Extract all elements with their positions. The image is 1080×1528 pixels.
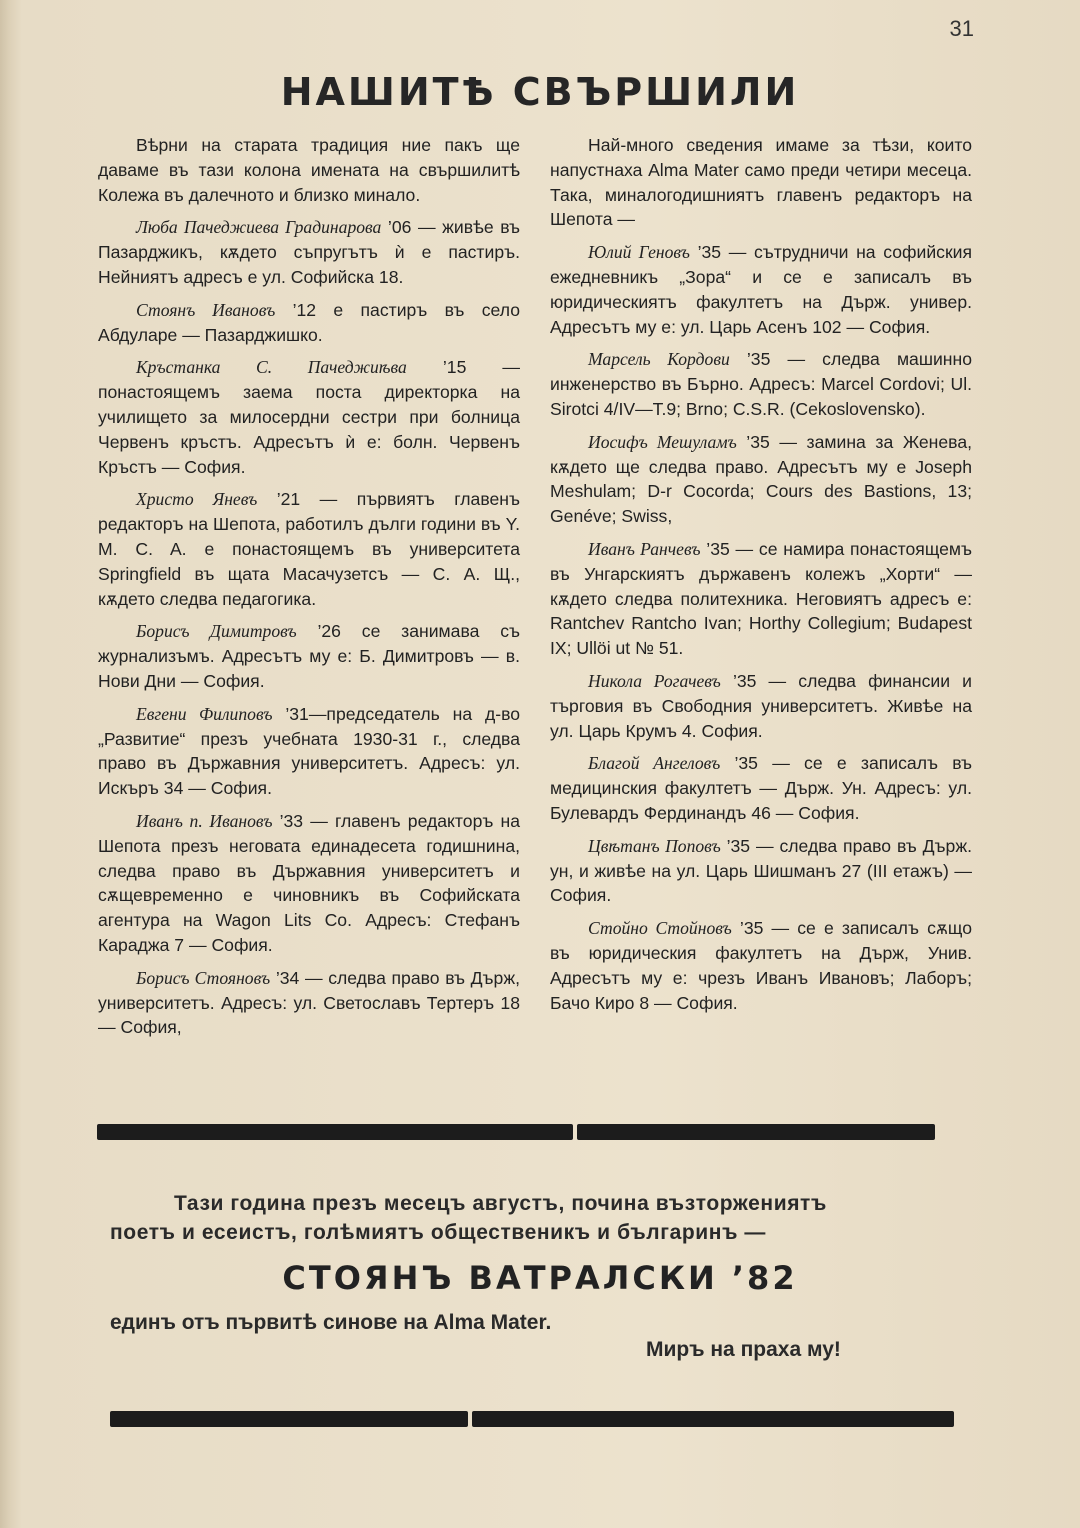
alumni-name: Цвѣтанъ Поповъ [588, 835, 721, 856]
alumni-name: Иосифъ Мешуламъ [588, 431, 737, 452]
alumni-text: ’31—председатель на д-во „Развитие“ презъ учебната 1930-31 г., следва право въ Държавния университетъ. Адресъ: ул. Искъръ 34 — София. [98, 703, 521, 799]
alumni-text: ’26 се занимава съ журнализъмъ. Адресътъ му е: Б. Димитровъ — в. Нови Дни — София. [98, 621, 520, 691]
alumni-entry [550, 430, 972, 529]
alumni-text: ’35 — следва право въ Държ. ун, и живѣе на ул. Царь Шишманъ 27 (III етажъ) — София. [550, 835, 972, 906]
alumni-text: ’21 — първиятъ главенъ редакторъ на Шепота, работилъ дълги години въ Y. M. C. A. е понастоящемъ въ университета Springfield въ щата Масачузетсъ — С. А. Щ., кѫдето следва педагогика. [98, 489, 520, 609]
alumni-text: ’34 — следва право въ Държ, университетъ. Адресъ: ул. Светославъ Тертеръ 18 — София, [98, 967, 520, 1038]
alumni-text: ’35 — сътрудничи на софийския ежедневникъ „Зора“ и се е записалъ въ юридическиятъ факултетъ на Държ. универ. Адресътъ му е: ул. Царь Асенъ 102 — София. [550, 242, 972, 337]
alumni-name: Юлий Геновъ [588, 242, 690, 263]
alumni-text: ’35 — се е записалъ сѫщо въ юридическия факултетъ на Държ, Унив. Адресътъ му е: чрезъ Иванъ Ивановъ; Лаборъ; Бачо Киро 8 — София. [550, 918, 972, 1013]
alumni-name: Иванъ п. Ивановъ [136, 810, 273, 831]
alumni-name: Христо Яневъ [136, 489, 258, 510]
alumni-name: Борисъ Стояновъ [136, 967, 271, 988]
alumni-entry [98, 809, 520, 958]
alumni-entry [550, 916, 972, 1015]
alumni-text: ’35 — замина за Женева, кѫдето ще следва право. Адресътъ му е Joseph Meshulam; D-r Cocorda; Cours des Bastions, 13; Genéve; Swiss, [550, 431, 972, 527]
alumni-name: Стоянъ Ивановъ [136, 299, 276, 320]
alumni-entry [550, 834, 972, 908]
divider-segment [472, 1411, 954, 1427]
left-column [98, 133, 520, 1048]
divider-rule [97, 1124, 935, 1140]
alumni-entry [98, 487, 520, 611]
alumni-entry [550, 240, 972, 339]
alumni-entry [98, 702, 520, 801]
alumni-text: ’15 — понастоящемъ заема поста директорка на училището за милосердни сестри при болница Червенъ кръстъ. Адресътъ ѝ е: болн. Червенъ Кръстъ — София. [98, 357, 520, 477]
alumni-name: Люба Пачеджиева Градинарова [136, 217, 382, 238]
divider-rule [110, 1411, 954, 1427]
alumni-text: ’35 — се е записалъ въ медицинския факултетъ — Държ. Ун. Адресъ: ул. Булевардъ Фердинандъ 46 — София. [550, 753, 972, 823]
alumni-entry [550, 133, 972, 232]
alumni-text: Най-много сведения имаме за тѣзи, които напустнаха Alma Mater само преди четири месеца. Така, миналогодишниятъ главенъ редакторъ на Шепота — [550, 135, 972, 230]
divider-segment [97, 1124, 573, 1140]
alumni-entry [550, 347, 972, 421]
alumni-name: Стойно Стойновъ [588, 918, 732, 939]
alumni-name: Евгени Филиповъ [136, 703, 273, 724]
alumni-name: Иванъ Ранчевъ [588, 538, 701, 559]
alumni-entry [550, 537, 972, 661]
alumni-entry [98, 215, 520, 289]
alumni-text: ’35 — следва машинно инженерство въ Бърно. Адресъ: Marcel Cordovi; Ul. Sirotci 4/IV—T.9; Brno; C.S.R. (Cekoslovensko). [550, 349, 973, 419]
alumni-name: Благой Ангеловъ [588, 753, 721, 774]
alumni-text: ’06 — живѣе въ Пазарджикъ, кѫдето съпругътъ ѝ е пастиръ. Нейниятъ адресъ е ул. Софийска 18. [98, 217, 520, 287]
alumni-entry [98, 619, 520, 693]
obituary-line-2: поетъ и есеистъ, голѣмиятъ общественикъ и българинъ — [110, 1221, 767, 1244]
alumni-name: Борисъ Димитровъ [136, 621, 297, 642]
divider-segment [110, 1411, 468, 1427]
obituary-line-3: единъ отъ първитѣ синове на Alma Mater. [110, 1311, 552, 1334]
page-title: НАШИТѢ СВЪРШИЛИ [280, 70, 800, 114]
obituary-line-4: Миръ на праха му! [646, 1338, 841, 1361]
alumni-entry [550, 751, 972, 825]
obituary-name: СТОЯНЪ ВАТРАЛСКИ ’82 [282, 1259, 798, 1297]
alumni-entry [98, 298, 520, 348]
alumni-entry [98, 966, 520, 1040]
alumni-text: Вѣрни на старата традиция ние пакъ ще даваме въ тази колона имената на свършилитѣ Колежа въ далечното и близко минало. [98, 135, 520, 205]
alumni-text: ’35 — следва финансии и търговия въ Свободния университетъ. Живѣе на ул. Царь Крумъ 4. София. [550, 670, 972, 741]
alumni-text: ’33 — главенъ редакторъ на Шепота презъ неговата единадесета годишнина, следва право въ Държавния университетъ и сѫщевременно е чиновникъ въ Софийската агентура на Wagon Lits Co. Адресъ: Стефанъ Караджа 7 — София. [98, 810, 520, 955]
alumni-entry [98, 355, 520, 479]
alumni-name: Никола Рогачевъ [588, 670, 721, 691]
alumni-entry [550, 669, 972, 743]
alumni-name: Кръстанка С. Пачеджиѣва [136, 357, 407, 378]
alumni-name: Марсель Кордови [588, 349, 730, 370]
divider-segment [577, 1124, 935, 1140]
page-number: 31 [949, 16, 974, 41]
alumni-text: ’12 е пастиръ въ село Абдуларе — Пазарджишко. [98, 299, 520, 345]
alumni-text: ’35 — се намира понастоящемъ въ Унгарскиятъ държавенъ колежъ „Хорти“ — кѫдето следва политехника. Неговиятъ адресъ е: Rantchev Rantcho Ivan; Horthy Collegium; Budapest IX; Ullöi ut № 51. [550, 538, 972, 659]
alumni-entry [98, 133, 520, 207]
right-column [550, 133, 972, 1023]
obituary-line-1: Тази година презъ месецъ августъ, почина възторжениятъ [174, 1192, 827, 1215]
